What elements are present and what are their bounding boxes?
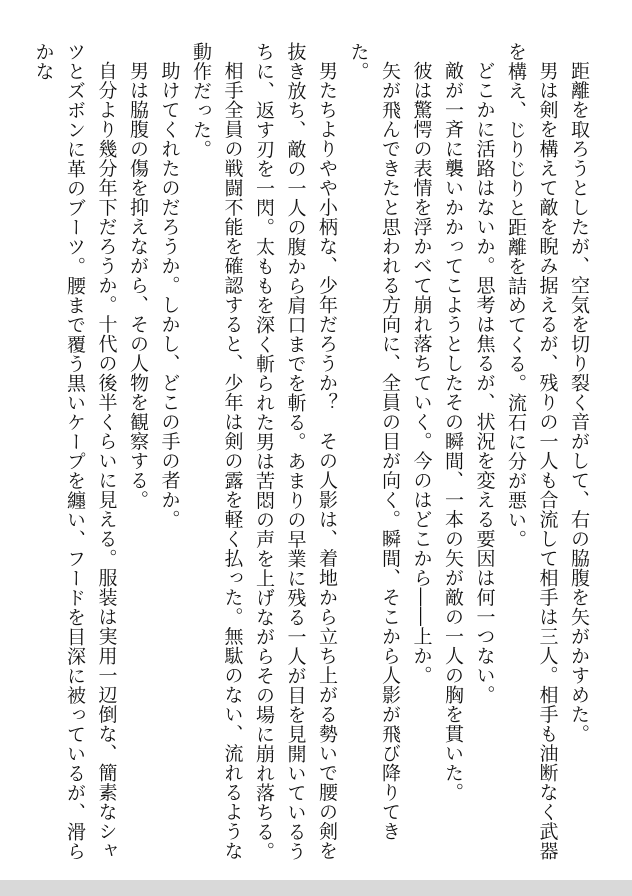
paragraph-8: 相手全員の戦闘不能を確認すると、少年は剣の露を軽く払った。無駄のない、流れるような動作だった。 bbox=[190, 42, 244, 861]
paragraph-6: 矢が飛んできたと思われる方向に、全員の目が向く。瞬間、そこから人影が飛び降りてきた。 bbox=[347, 42, 401, 841]
vertical-text-body bbox=[27, 42, 594, 862]
paragraph-9: 助けてくれたのだろうか。しかし、どこの手の者か。 bbox=[158, 61, 181, 529]
paragraph-11: 自分より幾分年下だろうか。十代の後半くらいに見える。服装は実用一辺倒な、簡素なシャツとズボンに革のブーツ。腰まで覆う黒いケープを纏い、フードを目深に被っているが、滑らかな bbox=[32, 42, 118, 861]
paragraph-5: 彼は驚愕の表情を浮かべて崩れ落ちていく。今のはどこから――上か。 bbox=[410, 61, 433, 685]
paragraph-2: 男は剣を構えて敵を睨み据えるが、残りの一人も合流して相手は三人。相手も油断なく武器を構え、じりじりと距離を詰めてくる。流石に分が悪い。 bbox=[505, 42, 559, 861]
paragraph-3: どこかに活路はないか。思考は焦るが、状況を変える要因は何一つない。 bbox=[473, 61, 496, 705]
paragraph-1: 距離を取ろうとしたが、空気を切り裂く音がして、右の脇腹を矢がかすめた。 bbox=[568, 61, 590, 744]
paragraph-10: 男は脇腹の傷を抑えながら、その人物を観察する。 bbox=[127, 61, 149, 510]
bottom-bar bbox=[0, 880, 632, 896]
paragraph-4: 敵が一斉に襲いかかってこようとしたその瞬間、一本の矢が敵の一人の胸を貫いた。 bbox=[442, 61, 464, 802]
paragraph-7: 男たちよりやや小柄な、少年だろうか？ その人影は、着地から立ち上がる勢いで腰の剣を抜き放ち、敵の一人の腹から肩口までを斬る。あまりの早業に残る一人が目を見開いているうちに、返す刃を一閃。太ももを深く斬られた男は苦悶の声を上げながらその場に崩れ落ちる。 bbox=[253, 42, 338, 861]
